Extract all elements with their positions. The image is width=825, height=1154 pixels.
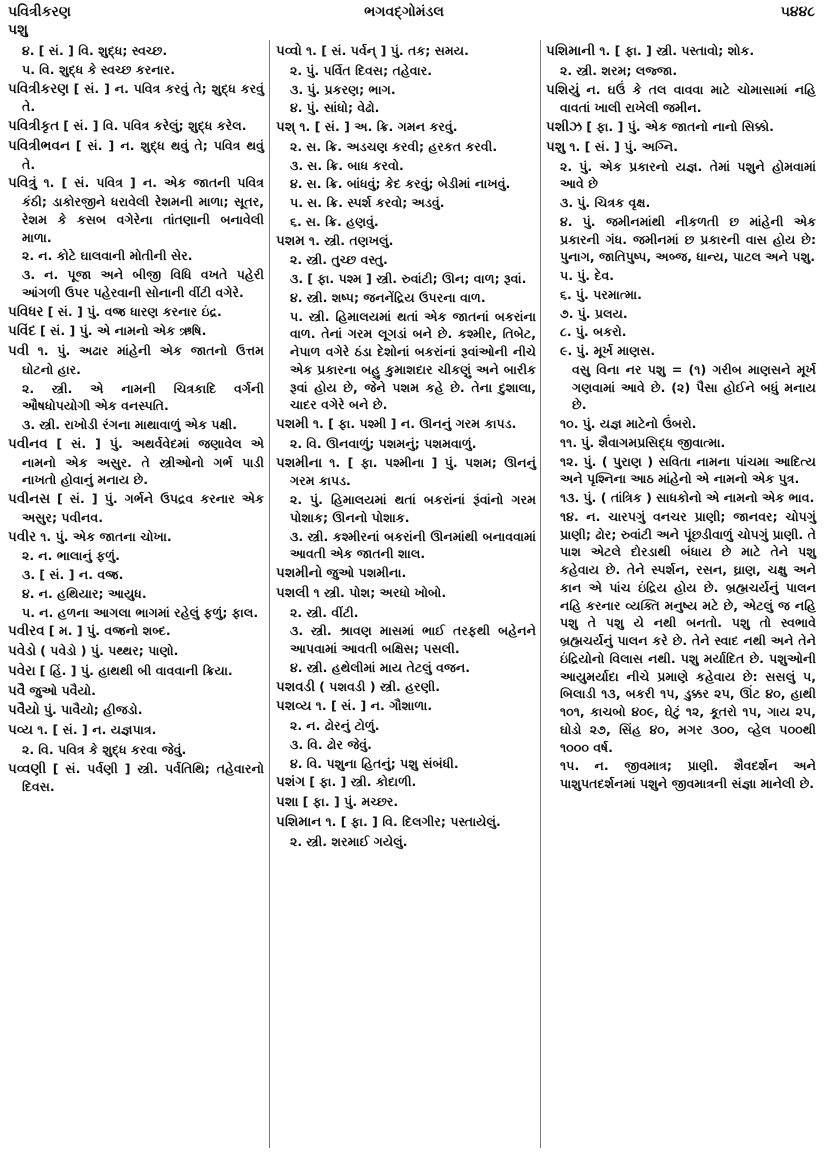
headword: પવૈયો: [8, 702, 40, 719]
headword: પશમ: [276, 232, 305, 249]
sense-entry: [546, 342, 816, 360]
sense-entry: [546, 286, 816, 304]
definition: [ ફા. ] પું. એક જાતનો નાનો સિક્કો.: [586, 119, 774, 134]
definition: ૧. [ સં. ] ન. ગૌશાળા.: [315, 698, 433, 714]
headword: પવિત્રીકૃત: [8, 118, 60, 134]
sense-entry: [276, 270, 536, 288]
definition: ન. જીવમાત્ર; પ્રાણી. શૈવદર્શન અને પાશુપતદર્શનમાં પશુને જીવમાત્રની સંજ્ઞા માનેલી છે.: [560, 758, 816, 791]
headword: પશ્: [276, 119, 296, 135]
sense-number: ૧૦.: [560, 416, 579, 431]
definition: સ. ક્રિ. બાધ કરવો.: [307, 157, 404, 173]
sense-entry: [546, 62, 816, 80]
headword: પશિમાન: [276, 813, 322, 830]
sense-number: ૩.: [22, 567, 36, 582]
sense-number: ૩.: [290, 736, 304, 752]
headword: પવ્ય: [8, 722, 34, 738]
dictionary-entry: [276, 813, 536, 832]
sense-number: ૩.: [22, 267, 36, 282]
dictionary-entry: [546, 42, 816, 61]
sense-number: ૪.: [22, 585, 35, 601]
definition: જુઓ પશમીના.: [326, 565, 407, 580]
sense-number: ૧૧.: [560, 434, 578, 450]
guide-word-first: પવિત્રીકરણ: [8, 4, 71, 20]
dictionary-entry: [276, 42, 536, 61]
sense-number: ૪.: [290, 659, 303, 675]
sense-entry: [276, 736, 536, 754]
headword: પશવ્ય: [276, 698, 312, 715]
definition: સ્ત્રી. કશ્મીરનાં બકરાંની ઊનમાંથી બનાવવામાં આવતી એક જાતની શાલ.: [290, 528, 536, 562]
definition: વિ. પશુના હિતનું; પશુ સંબંધી.: [306, 755, 459, 771]
sense-number: ૫.: [290, 308, 304, 324]
sense-entry: [546, 305, 816, 323]
sense-number: ૮.: [560, 324, 572, 340]
headword: પવેડો: [8, 643, 37, 659]
sense-number: ૬.: [290, 213, 302, 229]
sense-number: ૧૪.: [560, 508, 579, 524]
dictionary-entry: [8, 174, 264, 246]
definition: સ. ક્રિ. અડચણ કરવી; હરકત કરવી.: [306, 138, 498, 154]
definition: ( પશવડી ) સ્ત્રી. હરણી.: [319, 678, 441, 694]
sense-number: ૩.: [22, 417, 36, 432]
definition: સ્ત્રી. શ્રાવણ માસમાં ભાઈ તરફથી બહેનને આપવામાં આવતી બક્ષિસ; પસલી.: [290, 623, 536, 656]
sense-entry: [276, 604, 536, 622]
definition: ૧. પું. એક જાતના ચોખા.: [40, 528, 172, 544]
definition: વિ. પવિત્ર કે શુદ્ધ કરવા જેવું.: [38, 741, 187, 757]
dictionary-entry: [276, 697, 536, 716]
sense-entry: [276, 81, 536, 99]
sense-entry: [276, 491, 536, 527]
definition: ન. હળના આગલા ભાગમાં રહેલું ફળું; ફાલ.: [39, 604, 259, 620]
definition: સ્ત્રી. શરમ; લજ્જા.: [576, 62, 678, 78]
headword: પશમી: [276, 416, 309, 432]
sense-number: ૩.: [290, 528, 304, 544]
definition: પું. પ્રકરણ; ભાગ.: [307, 81, 396, 97]
headword: પશલી: [276, 584, 310, 601]
sense-number: ૪.: [290, 100, 303, 116]
definition: [ હિં. ] પું. હાથથી બી વાવવાની ક્રિયા.: [39, 662, 233, 678]
definition: પું. શૈવાગમપ્રસિદ્ધ જીવાત્મા.: [581, 434, 726, 450]
definition: [ ફા. પશ્મ ] સ્ત્રી. રુવાંટી; ઊન; વાળ; રૂવાં.: [307, 271, 527, 286]
definition: [ સં. ] પું. અથર્વવેદમાં જણાવેલ એ નામનો એક અસુર. તે સ્ત્રીઓનો ગર્ભ પાડી નાખતો હોવાનું મનાય છે.: [22, 435, 264, 488]
sense-entry: [276, 833, 536, 851]
sense-entry: [276, 755, 536, 773]
sense-number: ૩.: [290, 157, 304, 173]
sense-entry: [546, 453, 816, 489]
definition: ન. કોટે ઘાલવાની મોતીની સેર.: [38, 248, 193, 264]
headword: પવિત્રું: [8, 175, 37, 192]
sense-number: ૧૨.: [560, 453, 579, 469]
sense-entry: [546, 508, 816, 757]
sense-entry: [8, 266, 264, 302]
sense-entry: [276, 213, 536, 231]
sense-entry: [8, 585, 264, 603]
sense-number: ૩.: [560, 195, 574, 210]
headword: પવીર: [8, 528, 37, 545]
sense-entry: [546, 434, 816, 452]
sense-number: ૫.: [560, 268, 574, 283]
headword: પવિંદ: [8, 323, 36, 340]
definition: [ સં. ] પું. ગર્ભને ઉપદ્રવ કરનાર એક અસુર; પવીનવ.: [22, 491, 264, 525]
sense-number: ૩.: [290, 81, 304, 97]
column-divider: [540, 40, 541, 1148]
definition: સ. ક્રિ. હણવું.: [305, 213, 379, 229]
sense-entry: [546, 489, 816, 507]
dictionary-entry: [546, 81, 816, 118]
headword: પશમીના: [276, 454, 323, 471]
sense-entry: [276, 99, 536, 117]
definition: ( પવેડો ) પું. પથ્થર; પાણો.: [40, 643, 179, 658]
dictionary-entry: [8, 642, 264, 661]
sense-entry: [8, 416, 264, 434]
dictionary-entry: [8, 342, 264, 379]
definition: સ. ક્રિ. બાંધવું; કેદ કરવું; બેડીમાં નાખવું.: [306, 176, 511, 192]
page-title: ભગવદ્ગોમંડલ: [364, 4, 444, 20]
column-2: [276, 42, 536, 851]
column-3: [546, 42, 816, 794]
sense-entry: [8, 741, 264, 759]
sense-entry: [276, 175, 536, 193]
headword: પવેરા: [8, 662, 36, 679]
sense-number: ૨.: [290, 138, 303, 154]
dictionary-entry: [276, 773, 536, 792]
dictionary-entry: [8, 662, 264, 681]
sense-number: ૨.: [560, 158, 573, 174]
headword: પવીનસ: [8, 491, 51, 507]
sense-entry: [276, 622, 536, 658]
page-number: ૫૪૪૮: [780, 4, 815, 20]
sense-entry: [546, 757, 816, 793]
definition: ન. ઘઉં કે તલ વાવવા માટે ચોમાસામાં નહિ વાવતાં ખાલી રાખેલી જમીન.: [560, 81, 816, 116]
sense-number: ૫.: [290, 195, 304, 210]
definition: વિ. શુદ્ધ કે સ્વચ્છ કરનાર.: [39, 61, 176, 77]
definition: [ ફા. ] સ્ત્રી. કોદાળી.: [309, 774, 417, 790]
sense-number: ૭.: [560, 305, 574, 321]
definition: ન. ચારપગું વનચર પ્રાણી; જાનવર; ચોપગું પ્રાણી; ઢોર; રુવાંટી અને પૂંછડીવાળું ચોપગું પ્રાણી. તે પાશ એટલે દોરડાથી બંધાય છે માટે તેને પશુ કહેવાય છે. તેને સ્પર્શન, રસન, ઘ્રાણ, ચક્ષુ અને કાન એ પાંચ ઇંદ્રિય હોય છે. બ્રહ્મચર્યનું પાલન નહિ કરનાર વ્યક્તિ મનુષ્ય મટે છે, એટલું જ નહિ પશુ તે પશુ યે નથી બનતો. પશુ તો સ્વભાવે બ્રહ્મચર્યનું પાલન કરે છે. તેને સ્વાદ નથી અને તેને ઇંદ્રિયોનો વિલાસ નથી. પશુ મર્યાદિત છે. પશુઓની આયુમર્યાદા નીચે પ્રમાણે કહેવાય છે: સસલું ૫, બિલાડી ૧૩, બકરી ૧૫, ડુક્કર ૨૫, ઊંટ ૪૦, હાથી ૧૦૧, કાચબો ૪૦૯, ઘેટું ૧૨, કૂતરો ૧૫, ગાય ૨૫, ઘોડો ૨૭, સિંહ ૪૦, મગર ૩૦૦, વ્હેલ ૫૦૦થી ૧૦૦૦ વર્ષ.: [560, 508, 816, 755]
sense-number: ૪.: [560, 213, 573, 229]
sense-number: ૨.: [560, 62, 573, 78]
sense-entry: [546, 267, 816, 285]
dictionary-entry: [8, 322, 264, 341]
definition: પું. પર્વિત દિવસ; તહેવાર.: [306, 62, 433, 78]
dictionary-entry: [8, 528, 264, 547]
sense-entry: [8, 247, 264, 265]
sense-entry: [276, 62, 536, 80]
headword: પવ્વણી: [8, 760, 47, 777]
definition: પું. યજ્ઞ માટેનો ઉંબરો.: [582, 416, 697, 431]
dictionary-entry: [546, 118, 816, 137]
definition: [ સં. ] પું. એ નામનો એક ઋષિ.: [39, 323, 207, 339]
sense-number: ૩.: [290, 271, 304, 286]
headword: પવી: [8, 343, 30, 359]
definition: પું. સાંધો; વેઢો.: [306, 100, 380, 116]
sense-entry: [8, 604, 264, 622]
definition: પું. હિમાલયમાં થતાં બકરાંનાં રૂંવાંનો ગરમ પોશાક; ઊનનો પોશાક.: [290, 492, 536, 525]
definition: ૧. [ સં. ] પું. અગ્નિ.: [569, 138, 678, 154]
definition: [ સં. ] પું. વજ્ર ધારણ કરનાર ઇંદ્ર.: [47, 303, 222, 319]
definition: સ્ત્રી. વીંટી.: [306, 604, 359, 620]
definition: ૧. સ્ત્રી. તણખલું.: [308, 232, 394, 248]
proverb: [546, 361, 816, 414]
definition: સ્ત્રી. એ નામની ચિત્રકાદિ વર્ગની ઔષધોપયોગી એક વનસ્પતિ.: [22, 380, 264, 414]
definition: સ્ત્રી. શષ્પ; જનનેંદ્રિય ઉપરના વાળ.: [306, 289, 486, 305]
sense-number: ૪.: [22, 43, 35, 58]
sense-entry: [546, 213, 816, 266]
sense-entry: [276, 251, 536, 269]
headword: પશમીનો: [276, 565, 323, 581]
dictionary-entry: [546, 138, 816, 157]
dictionary-entry: [276, 118, 536, 137]
dictionary-entry: [276, 454, 536, 491]
definition: ૧. [ સં. ] અ. ક્રિ. ગમન કરવું.: [299, 119, 458, 134]
headword: પશિમાની: [546, 43, 596, 59]
definition: ન. ઢોરનું ટોળું.: [306, 718, 380, 733]
sense-number: ૨.: [290, 833, 303, 849]
definition: સ્ત્રી. રાખોડી રંગના માથાવાળું એક પક્ષી.: [39, 417, 238, 432]
headword: પશુ: [546, 138, 566, 155]
sense-number: ૬.: [560, 286, 572, 302]
definition: પું. પરમાત્મા.: [575, 286, 642, 302]
definition: [ સં. ] વિ. પવિત્ર કરેલું; શુદ્ધ કરેલ.: [63, 118, 247, 133]
sense-number: ૨.: [22, 741, 35, 757]
dictionary-entry: [8, 435, 264, 489]
dictionary-entry: [276, 678, 536, 697]
definition: ૧. [ સં. પવિત્ર ] ન. એક જાતની પવિત્ર કંઠી; ડાકોરજીને ધરાવેલી રેશમની માળા; સૂતર, રેશમ કે કસબ વગેરેના તાંતણાની બનાવેલી માળા.: [22, 175, 264, 245]
sense-entry: [276, 157, 536, 175]
dictionary-entry: [276, 584, 536, 603]
definition: ૧. [ સં. પર્વન્ ] પું. તક; સમય.: [305, 43, 469, 58]
dictionary-entry: [8, 137, 264, 174]
sense-number: ૫.: [22, 604, 36, 620]
sense-entry: [276, 528, 536, 564]
dictionary-entry: [8, 80, 264, 117]
column-1: [8, 42, 264, 797]
guide-word-last: પશુ: [8, 22, 28, 38]
definition: પું. મૂર્ખ માણસ.: [576, 343, 656, 358]
sense-number: ૨.: [290, 604, 303, 620]
sense-entry: [276, 435, 536, 453]
definition: પું. જમીનમાંથી નીકળતી છ માંહેની એક પ્રકારની ગંધ. જમીનમાં છ પ્રકારની વાસ હોય છે: પુનાગ, જાતિપુષ્પ, અબ્જ, ધાન્ય, પાટલ અને પશુ.: [560, 213, 816, 265]
sense-entry: [276, 138, 536, 156]
definition: પું. ચિત્રક વૃક્ષ.: [577, 195, 651, 210]
definition: પું. પાવૈયો; હીજડો.: [43, 702, 143, 718]
definition: [ મ. ] પું. વજ્રનો શબ્દ.: [48, 623, 171, 639]
definition: પું. દેવ.: [577, 268, 615, 283]
definition: [ સં. ] ન. વજ્ર.: [39, 567, 124, 582]
dictionary-entry: [8, 701, 264, 720]
dictionary-entry: [8, 117, 264, 136]
sense-number: ૨.: [290, 492, 303, 507]
definition: પું. ( પુરાણ ) સવિતા નામના પાંચમા આદિત્ય અને પૃશ્નિના આઠ માંહેનો એ નામનો એક પુત્ર.: [560, 453, 816, 487]
sense-entry: [546, 158, 816, 194]
definition: [ સં. ] ન. શુદ્ધ થવું તે; પવિત્ર થવું તે.: [22, 137, 264, 172]
sense-number: ૫.: [22, 61, 36, 77]
definition: [ ફા. ] પું. મચ્છર.: [302, 794, 399, 809]
definition: [ સં. ] ન. પવિત્ર કરવું તે; શુદ્ધ કરવું તે.: [22, 80, 264, 115]
definition: ૧. [ ફા. ] વિ. દિલગીર; પસ્તાયેલું.: [325, 813, 501, 829]
dictionary-entry: [8, 721, 264, 740]
definition: સ્ત્રી. શરમાઈ ગયેલું.: [306, 833, 408, 849]
headword: પવીરવ: [8, 623, 45, 640]
sense-entry: [8, 547, 264, 565]
sense-entry: [8, 566, 264, 584]
headword: પવૈ: [8, 682, 26, 699]
headword: પશિયું: [546, 81, 580, 98]
sense-number: ૩.: [290, 623, 304, 639]
sense-entry: [276, 289, 536, 307]
sense-entry: [276, 194, 536, 212]
definition: વિ. ઢોર જેવું.: [307, 736, 372, 752]
sense-number: ૨.: [290, 435, 303, 451]
sense-number: ૨.: [290, 718, 303, 733]
headword: પવિત્રીભવન: [8, 137, 71, 154]
headword: પશીઝ: [546, 119, 583, 135]
dictionary-entry: [276, 415, 536, 434]
headword: પવ્વો: [276, 43, 302, 59]
sense-entry: [546, 194, 816, 212]
sense-number: ૯.: [560, 343, 573, 358]
definition: સ્ત્રી. હિમાલયમાં થતાં એક જાતનાં બકરાંના વાળ. તેનાં ગરમ લૂગડાં બને છે. કશ્મીર, તિબેટ, નેપાળ વગેરે ઠંડા દેશોનાં બકરાંનાં રૂવાંઓની નીચે એક પ્રકારના બહુ કુમાશદાર ચીકણું અને બારીક રૂવાં હોય છે, જેને પશમ કહે છે. તેના દુશાલા, ચાદર વગેરે બને છે.: [290, 308, 536, 413]
headword: પશંગ: [276, 774, 306, 791]
definition: ૧. [ ફા. ] સ્ત્રી. પસ્તાવો; શોક.: [599, 43, 755, 58]
definition: ૧. [ ફા. પશ્મી ] ન. ઊનનું ગરમ કાપડ.: [312, 416, 517, 431]
definition: [ સં. પર્વણી ] સ્ત્રી. પર્વતિથિ; તહેવારનો દિવસ.: [22, 760, 264, 795]
sense-number: ૨.: [22, 380, 35, 396]
dictionary-entry: [276, 232, 536, 251]
definition: પું. પ્રલય.: [577, 305, 628, 321]
proverb-text: વસુ વિના નર પશુ = (૧) ગરીબ માણસને મૂર્ખ ગણવામાં આવે છે. (૨) પૈસા હોઈને બધું મનાય છે.: [572, 361, 816, 413]
definition: ન. ભાલાનું ફળું.: [38, 548, 120, 564]
column-divider: [269, 40, 270, 1148]
sense-number: ૧૫.: [560, 758, 580, 774]
headword: પવીનવ: [8, 435, 48, 452]
sense-entry: [8, 380, 264, 416]
sense-entry: [276, 717, 536, 735]
definition: ન. પૂજા અને બીજી વિધિ વખતે પહેરી આંગળી ઉપર પહેરવાની સોનાની વીંટી વગેરે.: [22, 267, 264, 300]
definition: વિ. ઊનવાળું; પશમનું; પશમવાળું.: [306, 435, 477, 451]
definition: પું. એક પ્રકારનો યજ્ઞ. તેમાં પશુને હોમવામાં આવે છે: [560, 158, 816, 192]
definition: પું. ( તાંત્રિક ) સાધકોનો એ નામનો એક ભાવ.: [583, 490, 815, 505]
definition: જુઓ પવૈયો.: [29, 682, 96, 698]
sense-entry: [546, 415, 816, 433]
definition: ૧. [ સં. ] ન. યજ્ઞપાત્ર.: [37, 722, 157, 737]
definition: ૧. [ ફા. પશ્મીના ] પું. પશમ; ઊનનું ગરમ કાપડ.: [290, 454, 536, 489]
definition: [ સં. ] વિ. શુદ્ધ; સ્વચ્છ.: [38, 43, 168, 58]
dictionary-entry: [8, 682, 264, 701]
definition: સ્ત્રી. હથેલીમાં માય તેટલું વજન.: [306, 659, 471, 675]
dictionary-entry: [276, 793, 536, 812]
definition: ન. હથિયાર; આયુધ.: [38, 585, 147, 601]
headword: પશવડી: [276, 678, 316, 695]
sense-number: ૪.: [290, 289, 303, 305]
sense-number: ૨.: [22, 248, 35, 264]
sense-number: ૨.: [290, 62, 303, 78]
dictionary-entry: [8, 303, 264, 322]
sense-entry: [8, 42, 264, 60]
definition: સ. ક્રિ. સ્પર્શ કરવો; અડવું.: [307, 195, 445, 210]
sense-entry: [276, 659, 536, 677]
sense-entry: [276, 308, 536, 415]
definition: પું. બકરો.: [575, 324, 627, 340]
definition: ૧. પું. અઢાર માંહેની એક જાતનો ઉત્તમ ઘોટનો હાર.: [22, 343, 264, 377]
sense-entry: [8, 61, 264, 79]
sense-number: ૪.: [290, 755, 303, 771]
sense-number: ૪.: [290, 176, 303, 192]
sense-entry: [546, 323, 816, 341]
sense-number: ૧૩.: [560, 490, 580, 505]
headword: પવિધર: [8, 303, 44, 320]
sense-number: ૨.: [22, 548, 35, 564]
definition: સ્ત્રી. તુચ્છ વસ્તુ.: [306, 252, 388, 268]
sense-number: ૨.: [290, 252, 303, 268]
dictionary-entry: [8, 760, 264, 797]
definition: ૧ સ્ત્રી. પોશ; અરધો ખોબો.: [313, 584, 447, 600]
dictionary-entry: [8, 622, 264, 641]
headword: પશા: [276, 794, 299, 810]
headword: પવિત્રીકરણ: [8, 80, 70, 97]
dictionary-entry: [8, 490, 264, 527]
dictionary-entry: [276, 564, 536, 583]
